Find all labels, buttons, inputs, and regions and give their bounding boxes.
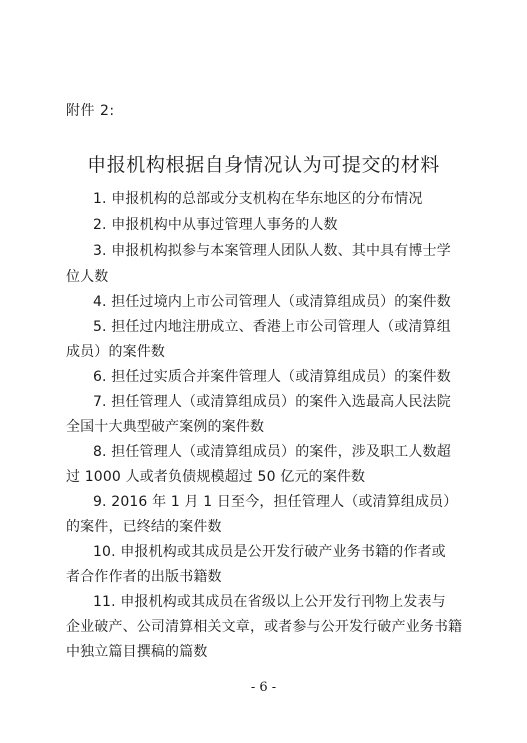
list-item-1: 1. 申报机构的总部或分支机构在华东地区的分布情况 bbox=[93, 191, 423, 207]
list-item-3-continued: 位人数 bbox=[66, 269, 109, 285]
list-item-7: 7. 担任管理人（或清算组成员）的案件入选最高人民法院 bbox=[93, 394, 451, 410]
list-item-11-continued-2: 中独立篇目撰稿的篇数 bbox=[66, 644, 208, 660]
list-item-4: 4. 担任过境内上市公司管理人（或清算组成员）的案件数 bbox=[93, 294, 451, 310]
attachment-label: 附件 2: bbox=[66, 103, 115, 119]
list-item-10-continued: 者合作作者的出版书籍数 bbox=[66, 569, 222, 585]
list-item-11: 11. 申报机构或其成员在省级以上公开发行刊物上发表与 bbox=[93, 594, 446, 610]
document-title: 申报机构根据自身情况认为可提交的材料 bbox=[87, 154, 440, 176]
list-item-7-continued: 全国十大典型破产案例的案件数 bbox=[66, 419, 265, 435]
list-item-9-continued: 的案件，已终结的案件数 bbox=[66, 519, 222, 535]
list-item-8-continued: 过 1000 人或者负债规模超过 50 亿元的案件数 bbox=[66, 469, 366, 485]
list-item-11-continued-1: 企业破产、公司清算相关文章，或者参与公开发行破产业务书籍 bbox=[66, 619, 463, 635]
list-item-6: 6. 担任过实质合并案件管理人（或清算组成员）的案件数 bbox=[93, 369, 451, 385]
list-item-5: 5. 担任过内地注册成立、香港上市公司管理人（或清算组 bbox=[93, 319, 451, 335]
list-item-3: 3. 申报机构拟参与本案管理人团队人数、其中具有博士学 bbox=[93, 243, 451, 259]
list-item-5-continued: 成员）的案件数 bbox=[66, 344, 166, 360]
list-item-8: 8. 担任管理人（或清算组成员）的案件，涉及职工人数超 bbox=[93, 444, 451, 460]
list-item-2: 2. 申报机构中从事过管理人事务的人数 bbox=[93, 217, 338, 233]
list-item-9: 9. 2016 年 1 月 1 日至今，担任管理人（或清算组成员） bbox=[93, 494, 458, 510]
list-item-10: 10. 申报机构或其成员是公开发行破产业务书籍的作者或 bbox=[93, 544, 446, 560]
page-number: - 6 - bbox=[250, 680, 277, 695]
